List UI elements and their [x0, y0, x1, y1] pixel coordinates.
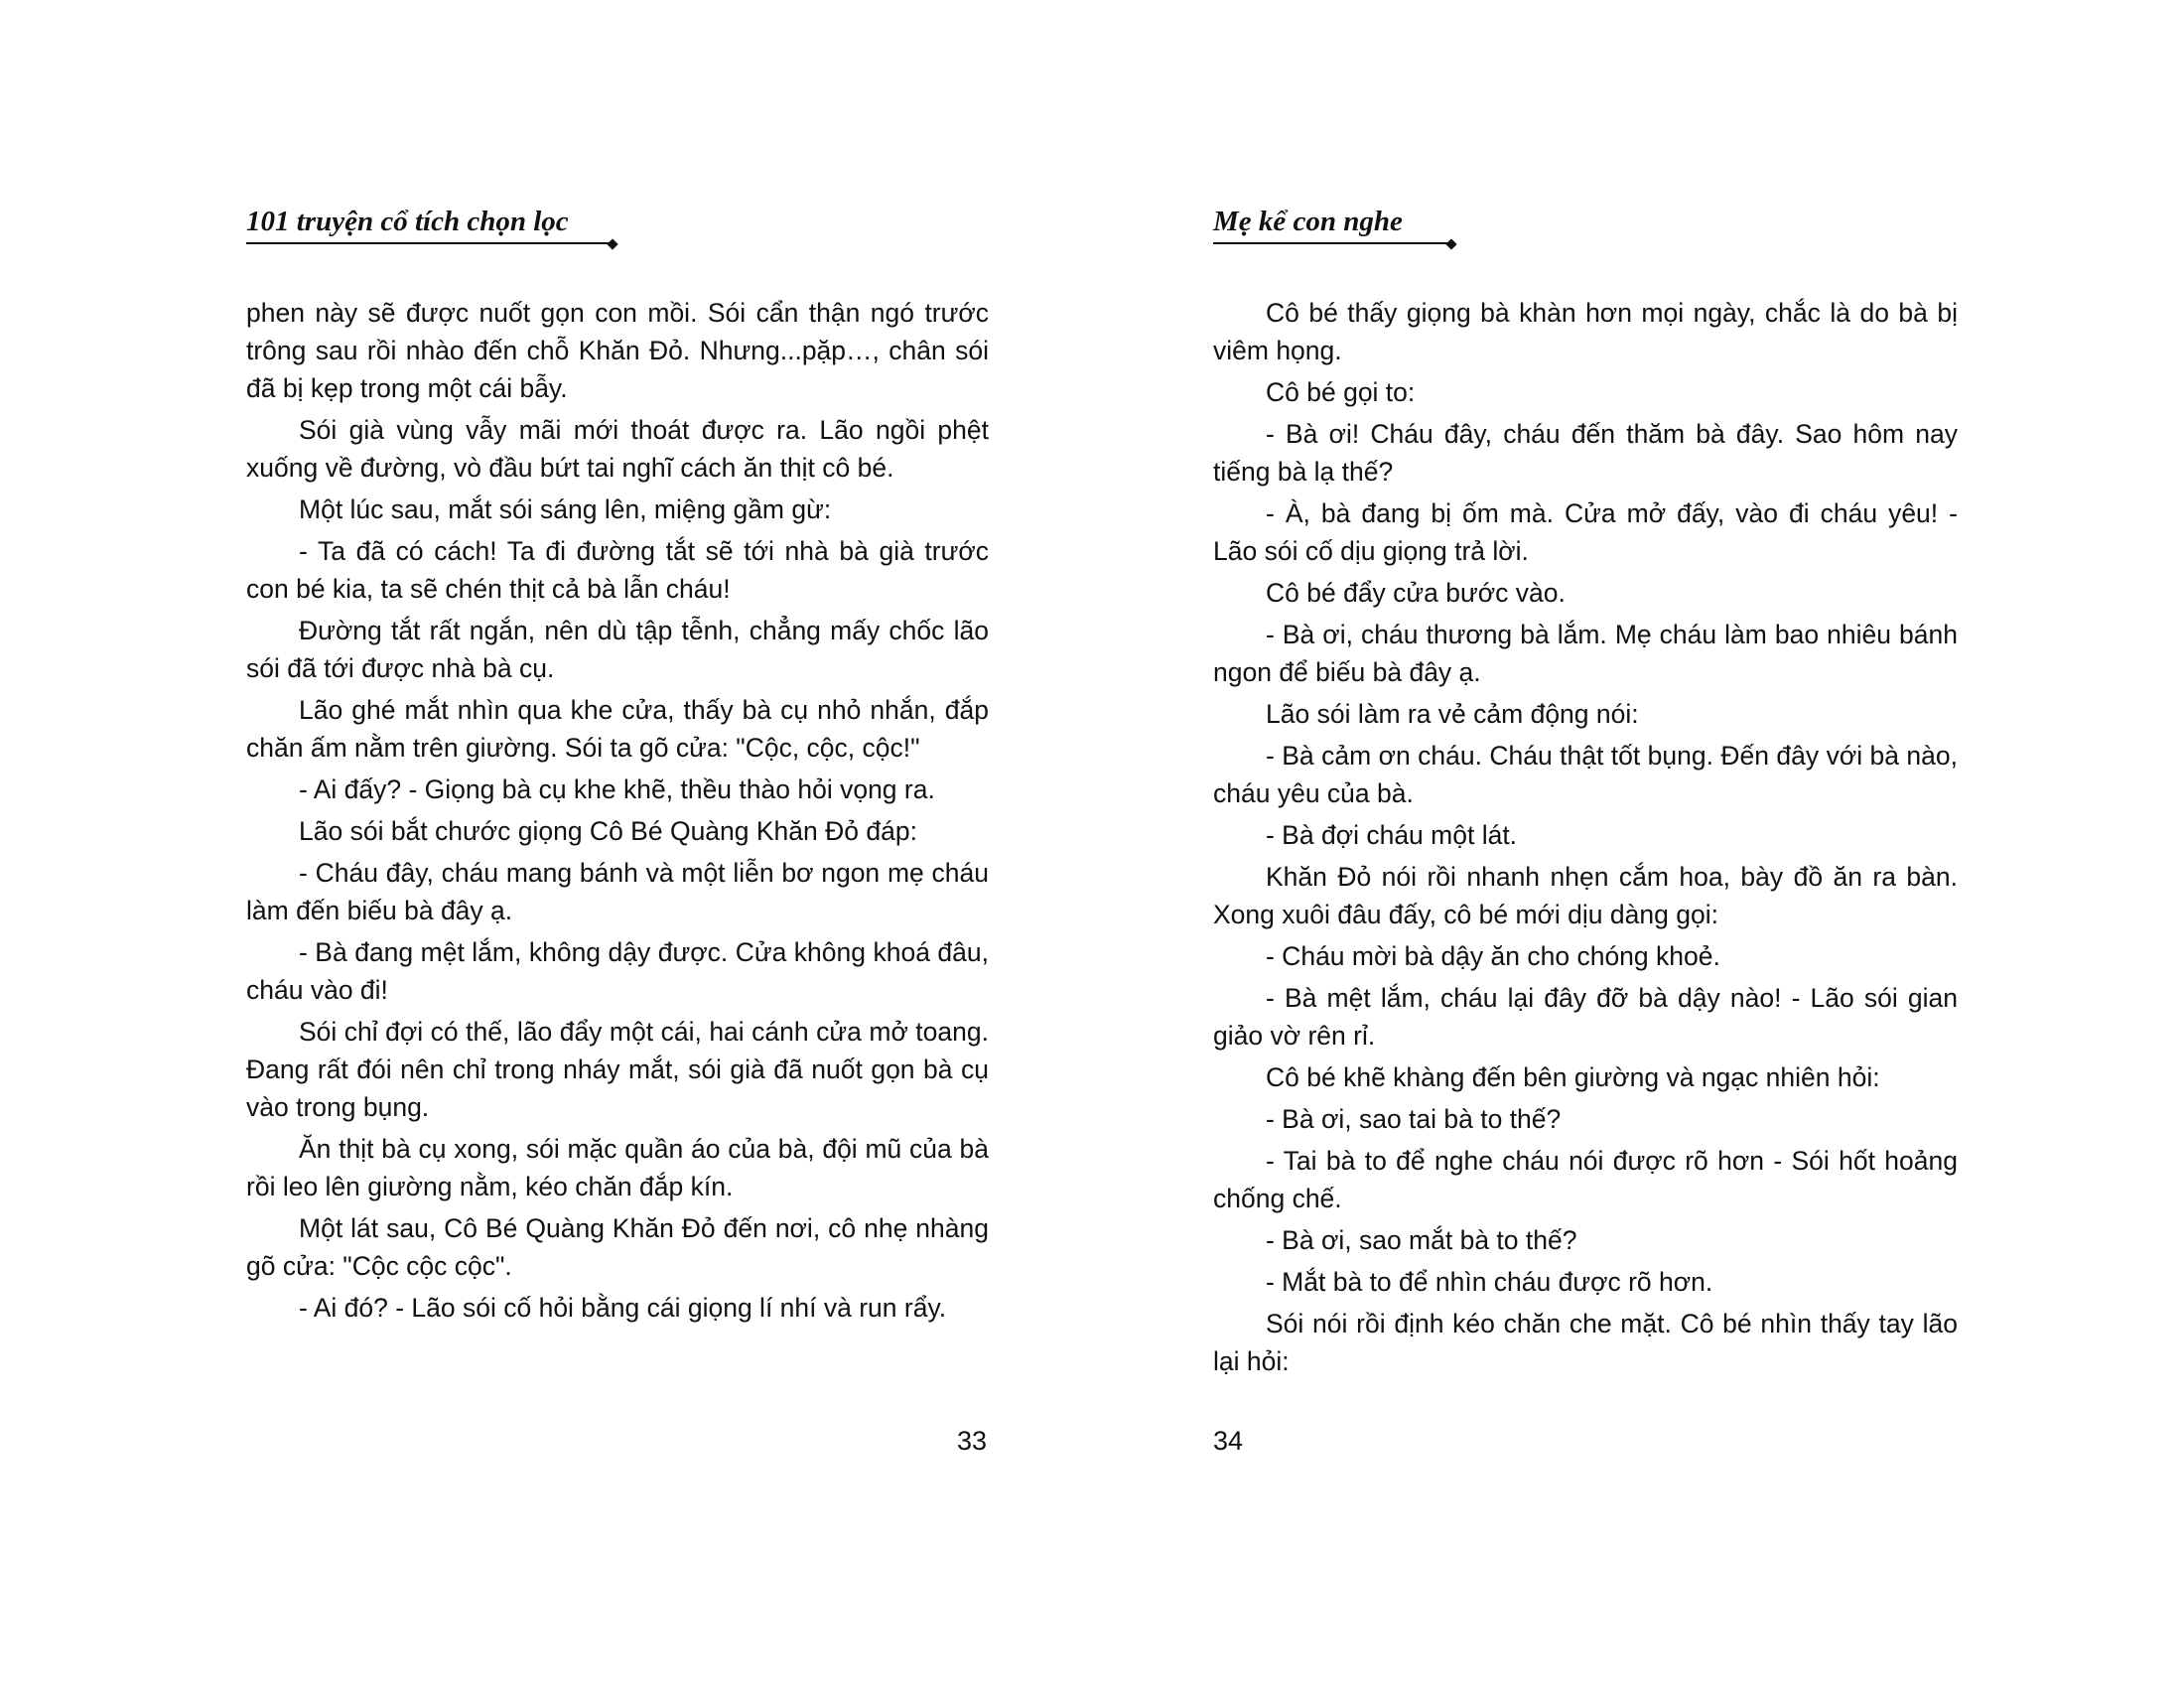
- book-title: 101 truyện cổ tích chọn lọc: [246, 206, 569, 237]
- header-rule: [1213, 242, 1451, 244]
- paragraph: - Tai bà to để nghe cháu nói được rõ hơn - Sói hốt hoảng chống chế.: [1213, 1146, 1958, 1213]
- paragraph: Cô bé khẽ khàng đến bên giường và ngạc nhiên hỏi:: [1266, 1062, 1880, 1092]
- paragraph: - Mắt bà to để nhìn cháu được rõ hơn.: [1266, 1267, 1713, 1297]
- paragraph: Cô bé đẩy cửa bước vào.: [1266, 578, 1566, 608]
- page-number: 33: [956, 1426, 987, 1456]
- paragraph: - Bà ơi, sao mắt bà to thế?: [1266, 1225, 1577, 1255]
- running-head: [246, 199, 614, 244]
- paragraph: Sói nói rồi định kéo chăn che mặt. Cô bé nhìn thấy tay lão lại hỏi:: [1213, 1309, 1958, 1376]
- paragraph: Cô bé thấy giọng bà khàn hơn mọi ngày, chắc là do bà bị viêm họng.: [1213, 298, 1958, 365]
- story-text: [246, 294, 989, 1331]
- header-rule: [246, 242, 614, 244]
- paragraph: Đường tắt rất ngắn, nên dù tập tễnh, chẳng mấy chốc lão sói đã tới được nhà bà cụ.: [246, 616, 989, 683]
- paragraph: Ăn thịt bà cụ xong, sói mặc quần áo của bà, đội mũ của bà rồi leo lên giường nằm, kéo chăn đắp kín.: [246, 1134, 989, 1201]
- paragraph: - Cháu đây, cháu mang bánh và một liễn bơ ngon mẹ cháu làm đến biếu bà đây ạ.: [246, 858, 989, 925]
- story-text: [1213, 294, 1958, 1384]
- left-page: [246, 0, 989, 1688]
- running-head: [1213, 199, 1461, 244]
- paragraph: Khăn Đỏ nói rồi nhanh nhẹn cắm hoa, bày đồ ăn ra bàn. Xong xuôi đâu đấy, cô bé mới dịu dàng gọi:: [1213, 862, 1958, 929]
- paragraph: Một lát sau, Cô Bé Quàng Khăn Đỏ đến nơi, cô nhẹ nhàng gõ cửa: "Cộc cộc cộc".: [246, 1213, 989, 1281]
- page-number: 34: [1213, 1426, 1244, 1456]
- paragraph: - Bà ơi, sao tai bà to thế?: [1266, 1104, 1562, 1134]
- paragraph: Một lúc sau, mắt sói sáng lên, miệng gầm gừ:: [299, 494, 832, 524]
- paragraph: - Ta đã có cách! Ta đi đường tắt sẽ tới nhà bà già trước con bé kia, ta sẽ chén thịt cả bà lẫn cháu!: [246, 536, 989, 604]
- paragraph: - À, bà đang bị ốm mà. Cửa mở đấy, vào đi cháu yêu! - Lão sói cố dịu giọng trả lời.: [1213, 498, 1958, 566]
- paragraph: Lão sói bắt chước giọng Cô Bé Quàng Khăn Đỏ đáp:: [299, 816, 917, 846]
- paragraph: phen này sẽ được nuốt gọn con mồi. Sói cẩn thận ngó trước trông sau rồi nhào đến chỗ Khăn Đỏ. Nhưng...pặp…, chân sói đã bị kẹp trong một cái bẫy.: [246, 298, 989, 403]
- paragraph: - Bà đợi cháu một lát.: [1266, 820, 1518, 850]
- paragraph: Lão ghé mắt nhìn qua khe cửa, thấy bà cụ nhỏ nhắn, đắp chăn ấm nằm trên giường. Sói ta gõ cửa: "Cộc, cộc, cộc!": [246, 695, 989, 763]
- paragraph: - Ai đó? - Lão sói cố hỏi bằng cái giọng lí nhí và run rẩy.: [299, 1293, 947, 1323]
- paragraph: - Bà mệt lắm, cháu lại đây đỡ bà dậy nào! - Lão sói gian giảo vờ rên rỉ.: [1213, 983, 1958, 1051]
- paragraph: - Bà ơi! Cháu đây, cháu đến thăm bà đây. Sao hôm nay tiếng bà lạ thế?: [1213, 419, 1958, 487]
- right-page: [1213, 0, 1958, 1688]
- paragraph: Lão sói làm ra vẻ cảm động nói:: [1266, 699, 1639, 729]
- section-title: Mẹ kể con nghe: [1213, 206, 1403, 237]
- paragraph: - Bà ơi, cháu thương bà lắm. Mẹ cháu làm bao nhiêu bánh ngon để biếu bà đây ạ.: [1213, 620, 1958, 687]
- paragraph: - Bà cảm ơn cháu. Cháu thật tốt bụng. Đến đây với bà nào, cháu yêu của bà.: [1213, 741, 1958, 808]
- paragraph: - Ai đấy? - Giọng bà cụ khe khẽ, thều thào hỏi vọng ra.: [299, 774, 935, 804]
- paragraph: Sói già vùng vẫy mãi mới thoát được ra. Lão ngồi phệt xuống về đường, vò đầu bứt tai nghĩ cách ăn thịt cô bé.: [246, 415, 989, 483]
- paragraph: - Bà đang mệt lắm, không dậy được. Cửa không khoá đâu, cháu vào đi!: [246, 937, 989, 1005]
- paragraph: Sói chỉ đợi có thế, lão đẩy một cái, hai cánh cửa mở toang. Đang rất đói nên chỉ trong nháy mắt, sói già đã nuốt gọn bà cụ vào trong bụng.: [246, 1017, 989, 1122]
- paragraph: - Cháu mời bà dậy ăn cho chóng khoẻ.: [1266, 941, 1720, 971]
- paragraph: Cô bé gọi to:: [1266, 377, 1416, 407]
